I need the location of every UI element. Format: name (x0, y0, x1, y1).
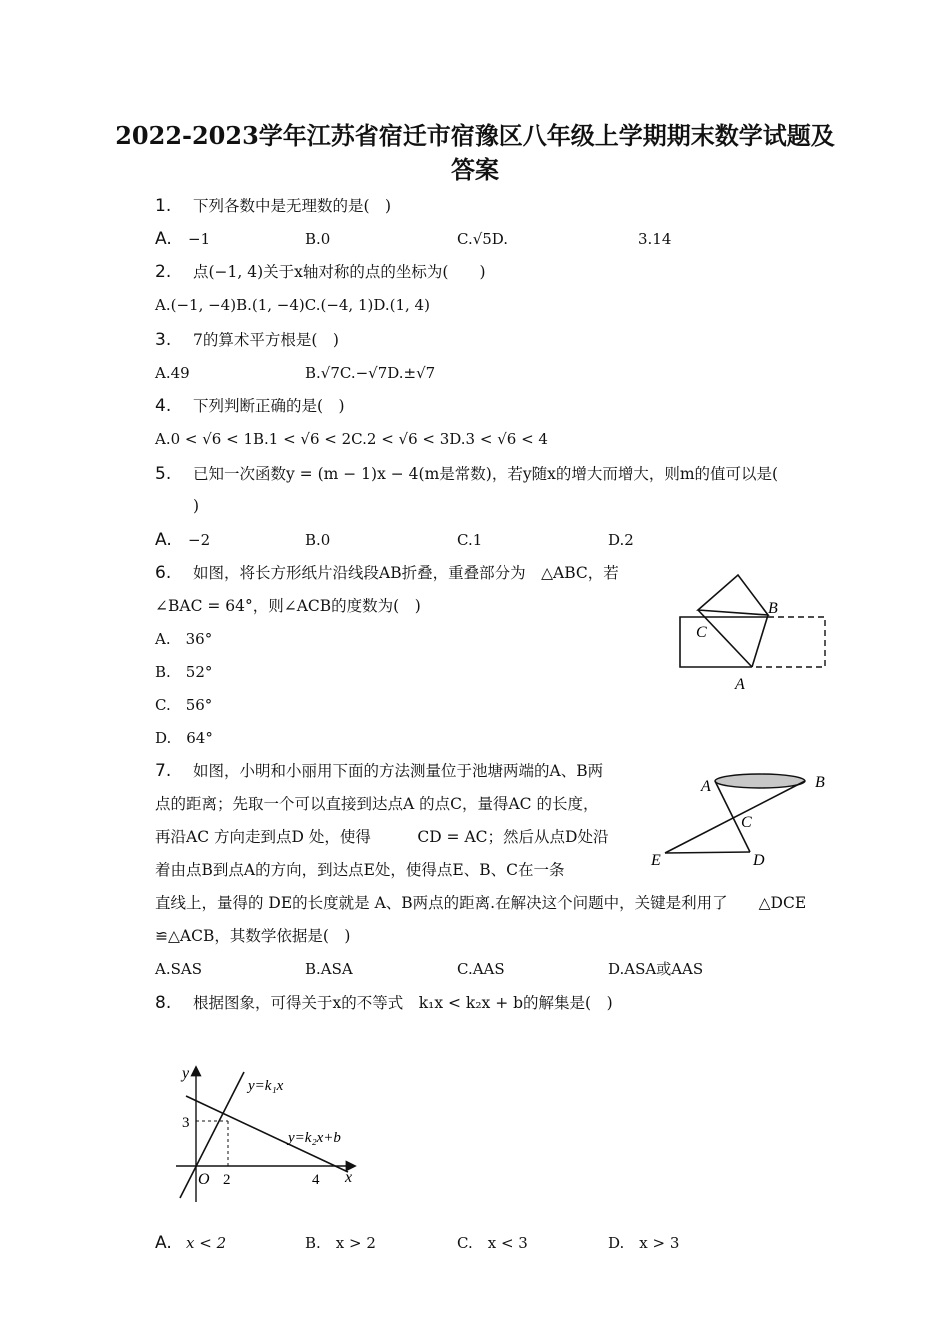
question-stem: 根据图象，可得关于x的不等式 k₁x < k₂x + b的解集是( ) (193, 994, 613, 1012)
q8-line-2-label: y=k₂x+b (288, 1130, 341, 1146)
q8-option-b: B. x > 2 (305, 1234, 376, 1252)
q6-label-a: A (735, 676, 745, 693)
q6-folded-rectangle-figure (670, 565, 840, 695)
q6-stem-continued: ∠BAC = 64°，则∠ACB的度数为( ) (155, 597, 421, 615)
q6-option-c: C. 56° (155, 696, 213, 714)
question-5 (155, 462, 778, 486)
question-number: 3. (155, 330, 172, 350)
question-1 (155, 194, 391, 218)
question-stem: 如图，小明和小丽用下面的方法测量位于池塘两端的A、B两 (193, 762, 604, 780)
q1-option-b: B.0 (305, 230, 331, 248)
q8-option-c: C. x < 3 (457, 1234, 528, 1252)
q7-line-4: 着由点B到点A的方向，到达点E处，使得点E、B、C在一条 (155, 861, 565, 879)
q1-option-a-label: A. (155, 229, 172, 249)
q2-options: A.(−1, −4)B.(1, −4)C.(−4, 1)D.(1, 4) (155, 296, 430, 314)
q8-tick-2: 2 (223, 1172, 231, 1188)
q7-option-c: C.AAS (457, 960, 505, 978)
question-number: 5. (155, 464, 172, 484)
question-number: 7. (155, 761, 172, 781)
q7-label-c: C (741, 814, 752, 831)
paper-title-line-1: 2022-2023学年江苏省宿迁市宿豫区八年级上学期期末数学试题及 (115, 121, 835, 150)
q7-label-d: D (753, 852, 765, 869)
question-number: 2. (155, 262, 172, 282)
q7-label-e: E (651, 852, 661, 869)
question-stem: 7的算术平方根是( ) (193, 331, 339, 349)
q7-option-a: A.SAS (155, 960, 202, 978)
q7-line-6: ≌△ACB，其数学依据是( ) (155, 927, 351, 945)
q5-option-a-label: A. (155, 530, 172, 550)
q6-option-a: A. 36° (155, 630, 213, 648)
q5-option-a-value: −2 (188, 531, 211, 549)
q8-tick-4: 4 (312, 1172, 320, 1188)
question-number: 1. (155, 196, 172, 216)
q6-label-b: B (768, 600, 778, 617)
q4-options: A.0 < √6 < 1B.1 < √6 < 2C.2 < √6 < 3D.3 < √6 < 4 (155, 430, 548, 448)
q6-option-b: B. 52° (155, 663, 213, 681)
q7-line-3: 再沿AC 方向走到点D 处，使得 CD = AC；然后从点D处沿 (155, 828, 609, 846)
q7-option-b: B.ASA (305, 960, 353, 978)
question-number: 6. (155, 563, 172, 583)
q7-line-2: 点的距离；先取一个可以直接到达点A 的点C，量得AC 的长度， (155, 795, 599, 813)
q3-options-bcd: B.√7C.−√7D.±√7 (305, 364, 436, 382)
question-stem: 下列判断正确的是( ) (193, 397, 345, 415)
q8-line-1-label: y=k₁x (248, 1078, 284, 1094)
question-8 (155, 991, 613, 1015)
question-2 (155, 260, 486, 284)
q8-option-d: D. x > 3 (608, 1234, 680, 1252)
q1-option-a-value: −1 (188, 230, 211, 248)
question-stem: 已知一次函数y = (m − 1)x − 4(m是常数)，若y随x的增大而增大，则m的值可以是( (193, 465, 779, 483)
q5-option-c: C.1 (457, 531, 483, 549)
q1-option-c: C.√5D. (457, 230, 509, 248)
q5-stem-continued: ) (193, 497, 200, 515)
question-6 (155, 561, 619, 585)
q8-option-a-value: x < 2 (186, 1234, 227, 1252)
q6-option-d: D. 64° (155, 729, 213, 747)
q8-y-axis-label: y (182, 1065, 190, 1082)
q1-option-d-value: 3.14 (638, 230, 672, 248)
q8-linear-functions-graph (168, 1060, 368, 1208)
question-stem: 下列各数中是无理数的是( ) (193, 197, 392, 215)
paper-title-line-2: 答案 (451, 155, 499, 184)
q3-option-a: A.49 (155, 364, 190, 382)
q7-label-b: B (815, 774, 825, 791)
question-4 (155, 394, 345, 418)
question-stem: 点(−1, 4)关于x轴对称的点的坐标为( ) (193, 263, 486, 281)
q6-label-c: C (696, 624, 707, 641)
question-7 (155, 759, 603, 783)
q8-x-axis-label: x (345, 1169, 353, 1186)
question-stem: 如图，将长方形纸片沿线段AB折叠，重叠部分为 △ABC，若 (193, 564, 619, 582)
q7-line-5: 直线上，量得的 DE的长度就是 A、B两点的距离.在解决这个问题中，关键是利用了 △DCE (155, 894, 807, 912)
q7-option-d: D.ASA或AAS (608, 960, 704, 978)
q7-pond-figure (645, 765, 835, 875)
q8-tick-3: 3 (182, 1115, 190, 1131)
q8-origin-label: O (198, 1171, 210, 1188)
question-number: 4. (155, 396, 172, 416)
question-3 (155, 328, 339, 352)
q7-label-a: A (701, 778, 711, 795)
q8-option-a-label: A. (155, 1233, 172, 1253)
question-number: 8. (155, 993, 172, 1013)
q5-option-d: D.2 (608, 531, 634, 549)
q5-option-b: B.0 (305, 531, 331, 549)
